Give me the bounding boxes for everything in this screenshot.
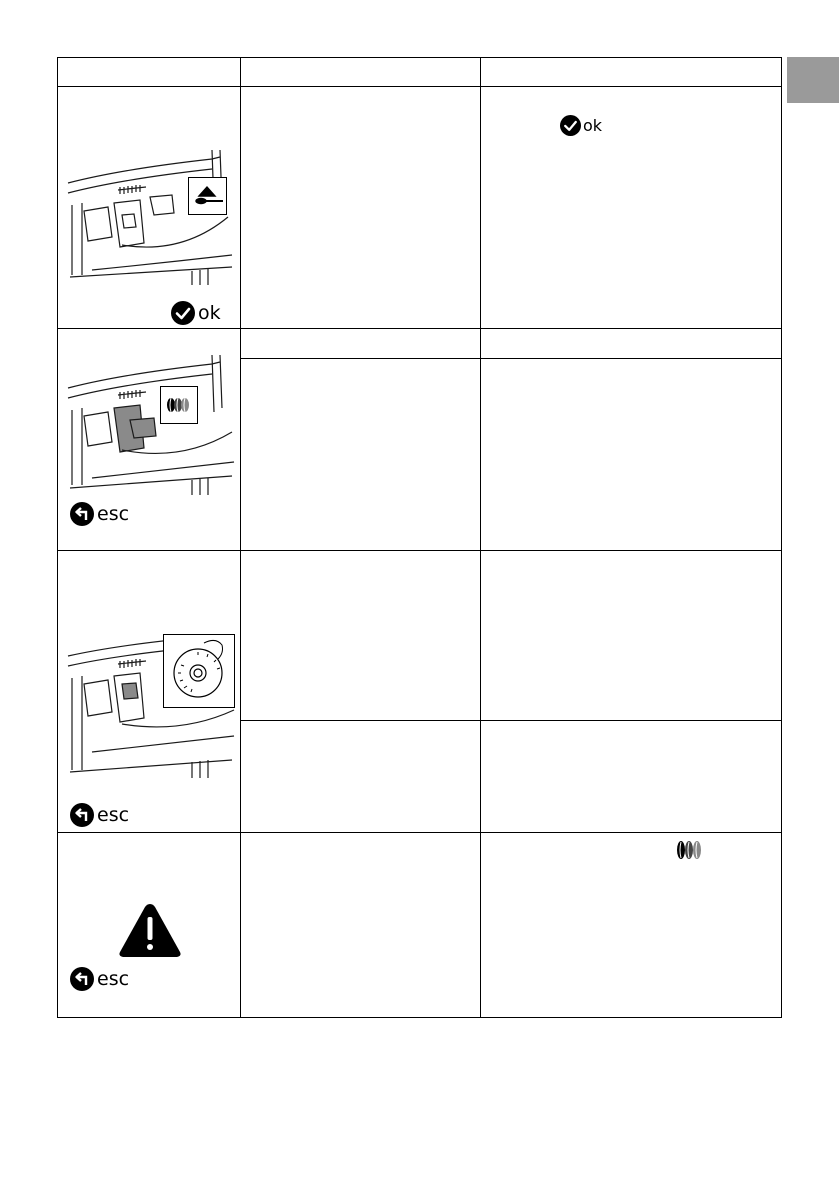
check-circle-icon (560, 115, 581, 136)
check-circle-icon (171, 301, 195, 325)
beans-callout-box (160, 386, 198, 424)
ok-badge (171, 301, 221, 325)
grind-dial-icon (164, 635, 233, 706)
inline-ok-badge (560, 115, 602, 136)
coffee-beans-icon (673, 838, 705, 862)
column-divider (240, 57, 241, 1018)
row-divider (57, 832, 782, 833)
ok-label: ok (583, 115, 603, 135)
warning-triangle-icon (116, 900, 184, 960)
esc-badge (70, 502, 129, 526)
ok-label: ok (198, 301, 221, 324)
back-arrow-icon (70, 803, 94, 827)
lever-icon (189, 178, 225, 213)
row-divider (241, 358, 782, 359)
esc-badge (70, 967, 129, 991)
lever-callout-box (188, 177, 227, 215)
coffee-beans-icon (161, 387, 196, 422)
esc-badge (70, 803, 129, 827)
esc-label: esc (97, 967, 130, 990)
row-divider (241, 720, 782, 721)
row-divider (57, 86, 782, 87)
dial-callout-box (163, 634, 235, 708)
esc-label: esc (97, 803, 130, 826)
grinder-beans-illustration (62, 350, 237, 495)
row-divider (57, 328, 782, 329)
language-tab (787, 57, 839, 103)
back-arrow-icon (70, 502, 94, 526)
column-divider (480, 57, 481, 1018)
back-arrow-icon (70, 967, 94, 991)
row-divider (57, 550, 782, 551)
esc-label: esc (97, 502, 130, 525)
